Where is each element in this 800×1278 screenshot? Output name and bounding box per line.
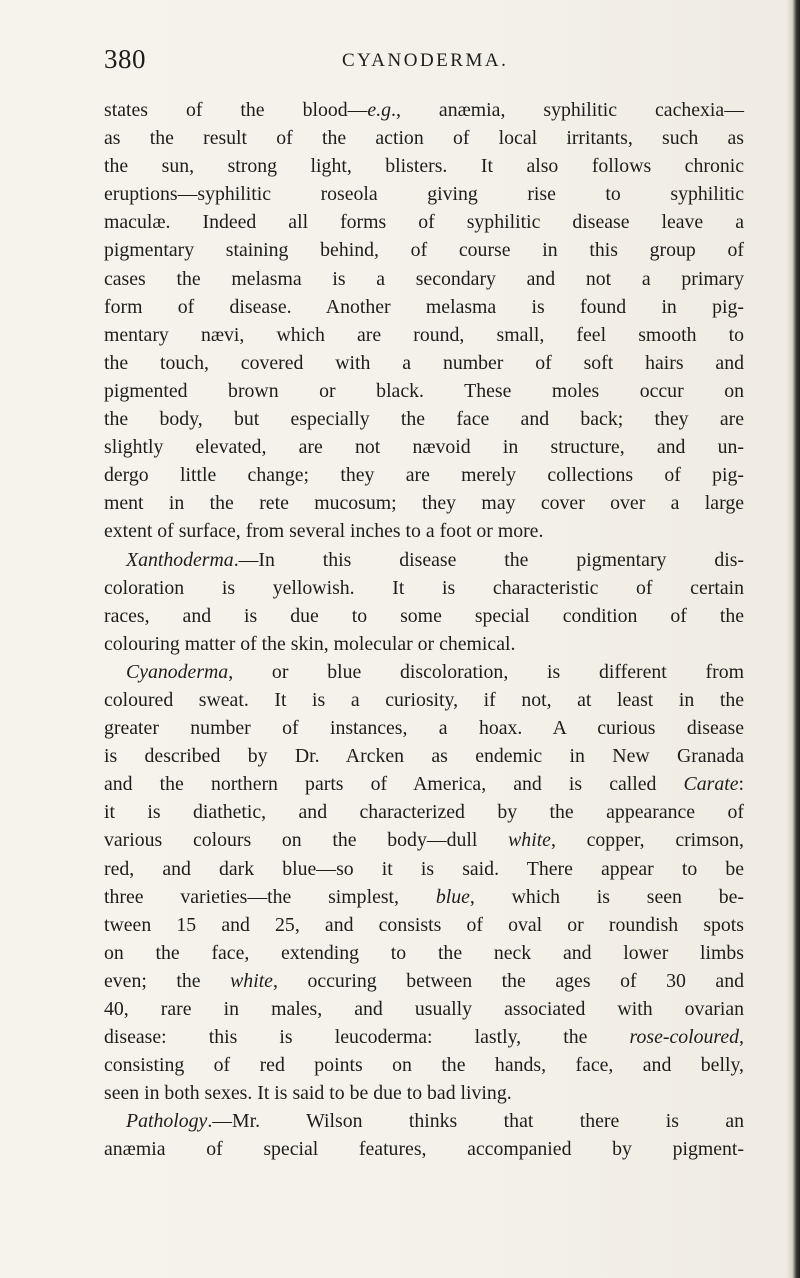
text-line: cases the melasma is a secondary and not a primary bbox=[104, 267, 744, 290]
text-line-cyanoderma-heading: Cyanoderma, or blue discoloration, is different from bbox=[126, 660, 744, 683]
page-number: 380 bbox=[104, 44, 146, 74]
text-line: red, and dark blue—so it is said. There appear to be bbox=[104, 857, 744, 880]
text-line: on the face, extending to the neck and lower limbs bbox=[104, 941, 744, 964]
text-line-xanthoderma-heading: Xanthoderma.—In this disease the pigmentary dis- bbox=[126, 548, 744, 571]
text-line: dergo little change; they are merely collections of pig- bbox=[104, 464, 744, 487]
text-line: the touch, covered with a number of soft hairs and bbox=[104, 351, 744, 374]
text-line: pigmentary staining behind, of course in this group of bbox=[104, 239, 744, 262]
text-line: the sun, strong light, blisters. It also follows chronic bbox=[104, 155, 744, 178]
body-text bbox=[104, 96, 744, 1164]
page-header bbox=[104, 44, 684, 84]
text-line: greater number of instances, a hoax. A curious disease bbox=[104, 717, 744, 740]
text-line: and the northern parts of America, and is called Carate: bbox=[104, 773, 744, 796]
text-line: anæmia of special features, accompanied by pigment- bbox=[104, 1138, 744, 1161]
text-line: eruptions—syphilitic roseola giving rise to syphilitic bbox=[104, 183, 744, 206]
text-line: races, and is due to some special condition of the bbox=[104, 604, 744, 627]
text-line: mentary nævi, which are round, small, feel smooth to bbox=[104, 323, 744, 346]
text-line: three varieties—the simplest, blue, which is seen be- bbox=[104, 885, 744, 908]
text-line: states of the blood—e.g., anæmia, syphilitic cachexia— bbox=[104, 99, 744, 121]
text-line: it is diathetic, and characterized by the appearance of bbox=[104, 801, 744, 824]
text-line: coloration is yellowish. It is characteristic of certain bbox=[104, 576, 744, 599]
text-line: slightly elevated, are not nævoid in structure, and un- bbox=[104, 436, 744, 459]
text-line: is described by Dr. Arcken as endemic in New Granada bbox=[104, 745, 744, 768]
text-line: coloured sweat. It is a curiosity, if not, at least in the bbox=[104, 688, 744, 711]
text-line: extent of surface, from several inches to a foot or more. bbox=[104, 520, 544, 543]
text-line: ment in the rete mucosum; they may cover over a large bbox=[104, 492, 744, 515]
text-line: the body, but especially the face and back; they are bbox=[104, 408, 744, 431]
text-line: as the result of the action of local irritants, such as bbox=[104, 127, 744, 150]
text-line: maculæ. Indeed all forms of syphilitic disease leave a bbox=[104, 211, 744, 234]
text-line: disease: this is leucoderma: lastly, the rose-coloured, bbox=[104, 1026, 744, 1049]
text-line: consisting of red points on the hands, face, and belly, bbox=[104, 1054, 744, 1077]
text-line: pigmented brown or black. These moles occur on bbox=[104, 379, 744, 402]
text-line: form of disease. Another melasma is found in pig- bbox=[104, 295, 744, 318]
text-line: tween 15 and 25, and consists of oval or roundish spots bbox=[104, 913, 744, 936]
text-line: various colours on the body—dull white, copper, crimson, bbox=[104, 829, 744, 852]
running-title: CYANODERMA. bbox=[342, 50, 509, 71]
text-line-pathology-heading: Pathology.—Mr. Wilson thinks that there is an bbox=[126, 1110, 744, 1133]
text-line: even; the white, occuring between the ages of 30 and bbox=[104, 969, 744, 992]
page-edge-shadow bbox=[786, 0, 800, 1278]
text-line: 40, rare in males, and usually associated with ovarian bbox=[104, 998, 744, 1020]
text-line: seen in both sexes. It is said to be due to bad living. bbox=[104, 1082, 512, 1105]
text-line: colouring matter of the skin, molecular or chemical. bbox=[104, 632, 516, 655]
